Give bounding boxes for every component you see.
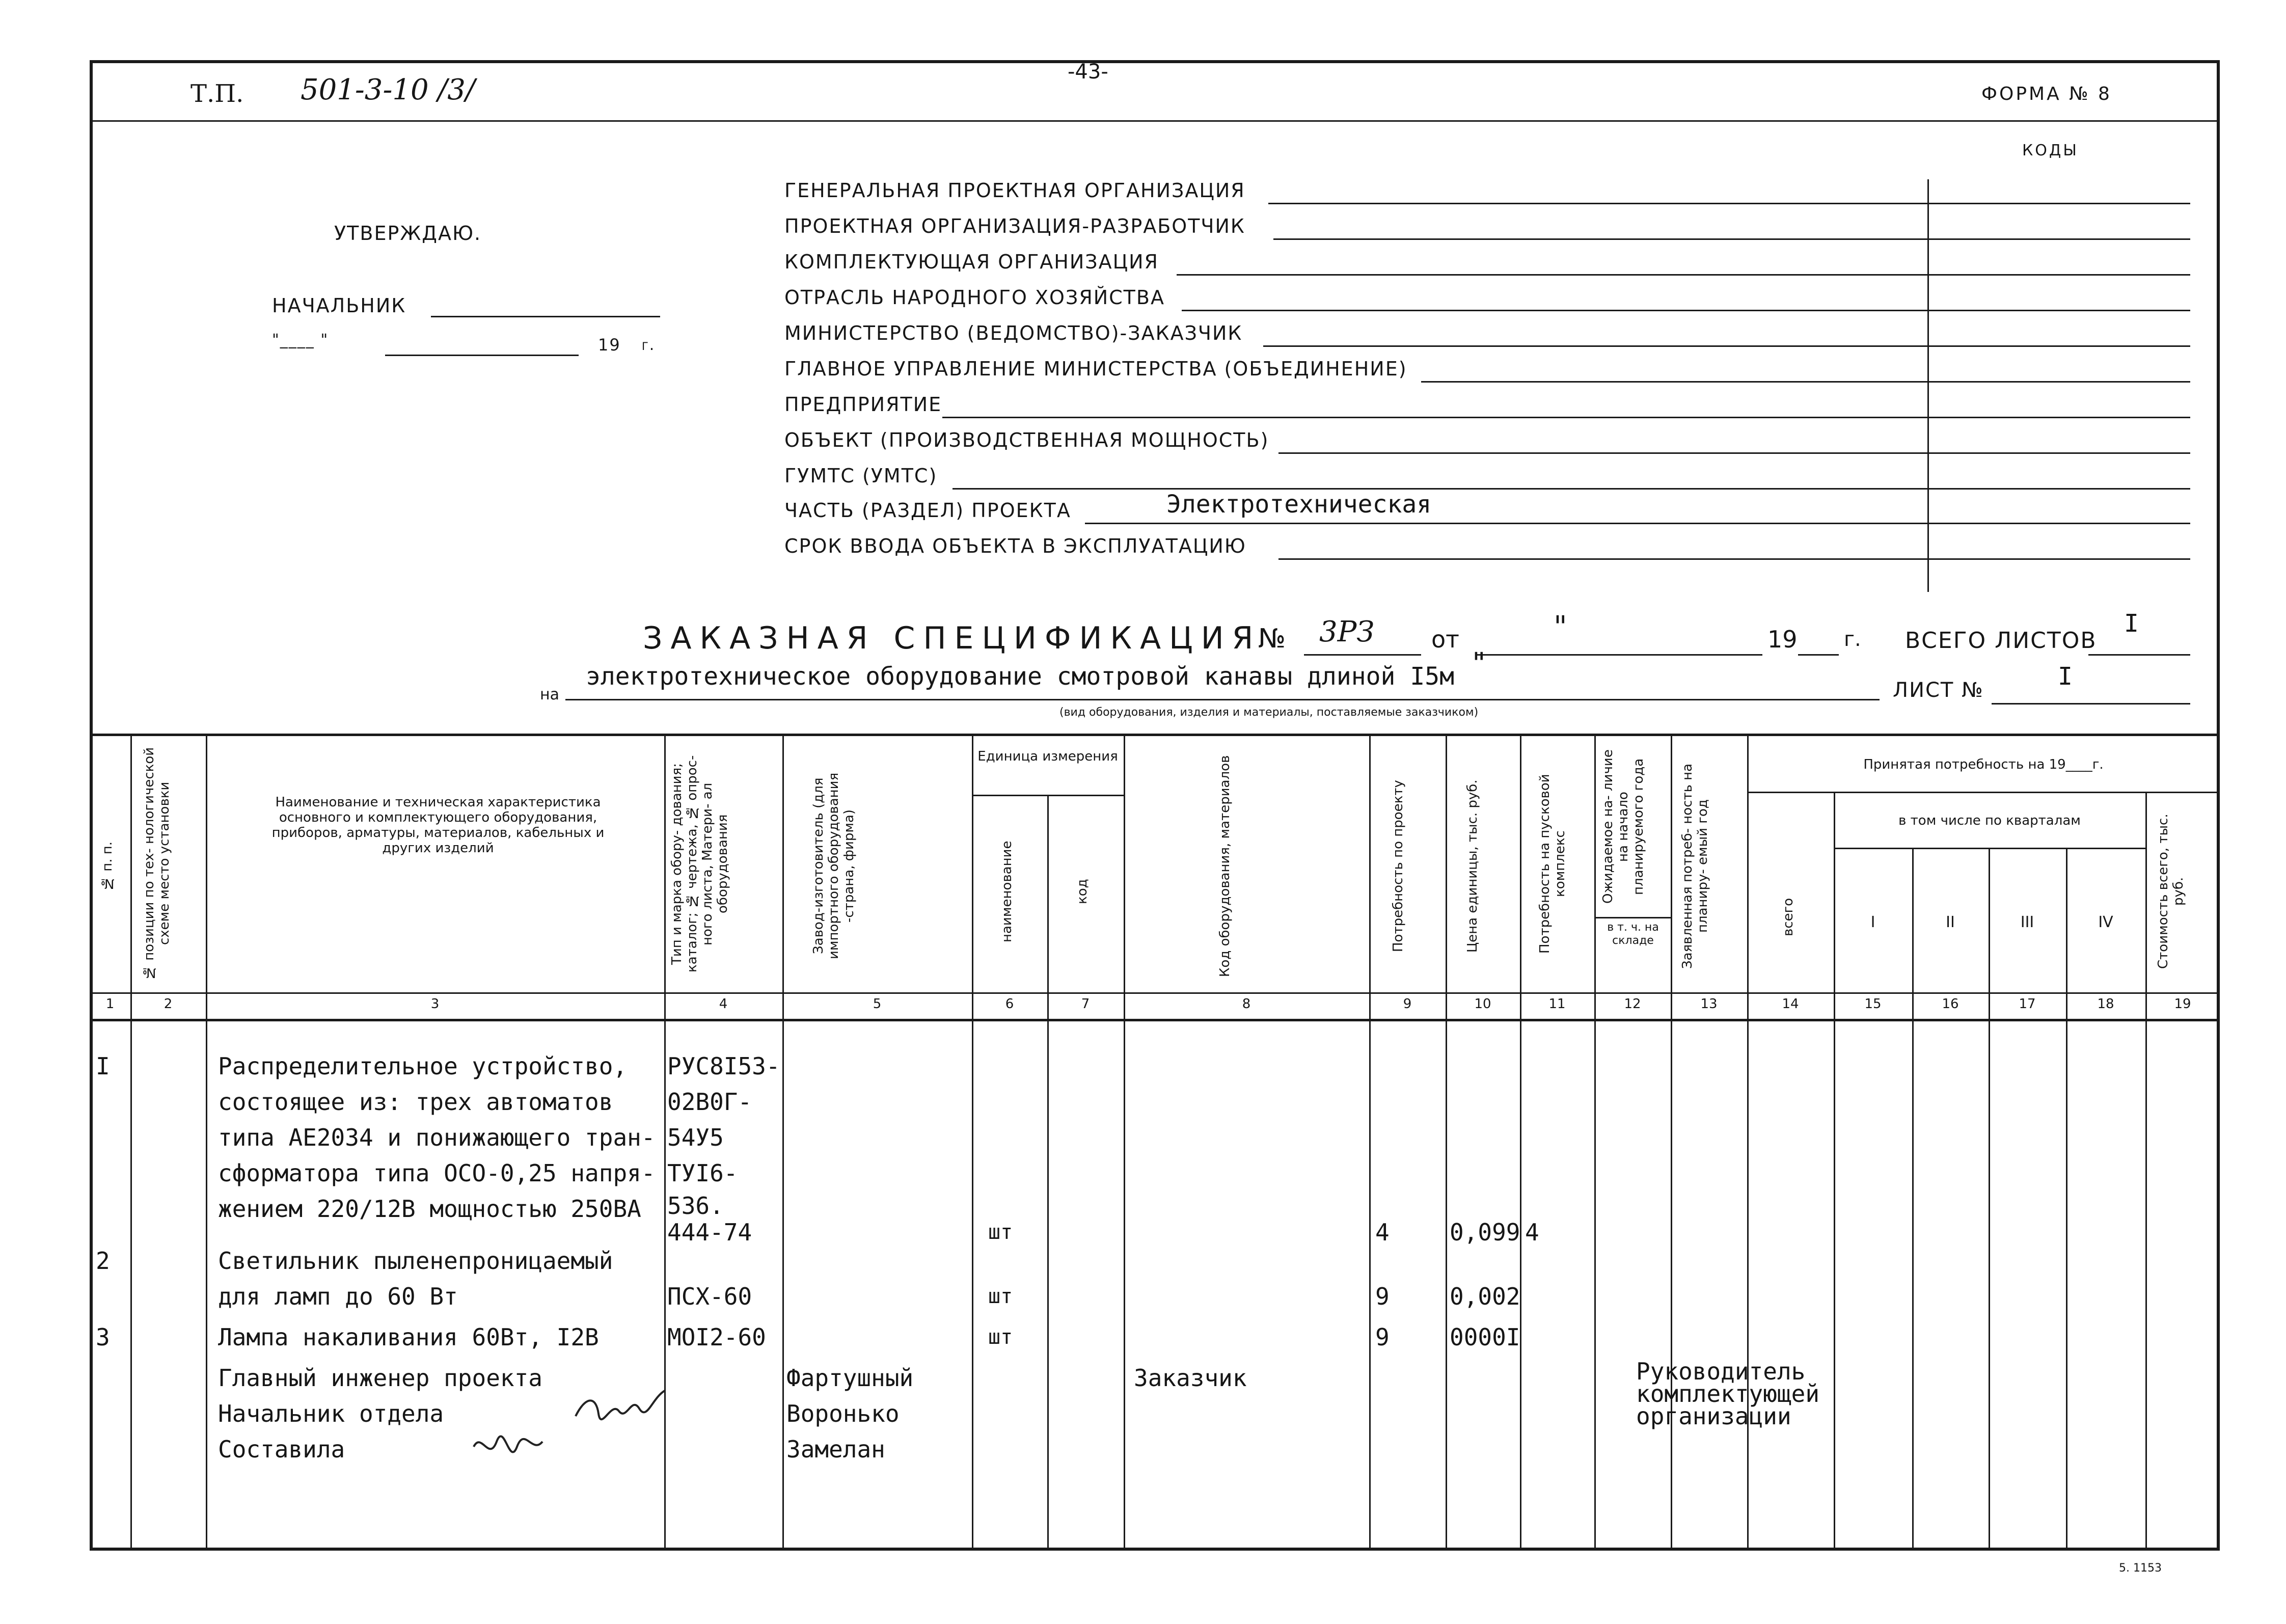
org-line: [1278, 452, 2190, 454]
col-header-6: наименование: [999, 841, 1015, 942]
col-header-19: Стоимость всего, тыс. руб.: [2156, 814, 2186, 969]
col-number: 1: [105, 996, 115, 1012]
col-header-1: № п. п.: [100, 841, 115, 891]
col-number: 14: [1782, 996, 1799, 1012]
org-field-label: КОМПЛЕКТУЮЩАЯ ОРГАНИЗАЦИЯ: [784, 251, 1159, 273]
chief-label: НАЧАЛЬНИК: [272, 294, 406, 317]
form-number: ФОРМА № 8: [1981, 84, 2112, 104]
sheet-value: I: [2058, 662, 2073, 691]
col-line: [1594, 734, 1596, 1551]
col-header-8: Код оборудования, материалов: [1217, 755, 1233, 977]
org-field-label: ГЕНЕРАЛЬНАЯ ПРОЕКТНАЯ ОРГАНИЗАЦИЯ: [784, 179, 1245, 202]
handwritten-signature-icon: [570, 1386, 667, 1431]
col-number: 13: [1700, 996, 1718, 1012]
spec-g-label: г.: [1844, 628, 1861, 651]
c12-sub-divider: [1594, 917, 1671, 918]
col-header-15: I: [1870, 913, 1875, 931]
sheet-label: ЛИСТ №: [1893, 679, 1984, 702]
row-type-line: РУС8I53-: [667, 1052, 780, 1080]
col-line: [1520, 734, 1521, 1551]
col-header-2: № позиции по тех- нологической схеме место установки: [142, 747, 172, 980]
supplier-label: организации: [1636, 1402, 1791, 1430]
org-line: [1177, 274, 2190, 276]
col-number: 5: [873, 996, 882, 1012]
col-number: 10: [1474, 996, 1491, 1012]
org-field-label: ПРЕДПРИЯТИЕ: [784, 393, 942, 416]
org-field-label: ЧАСТЬ (РАЗДЕЛ) ПРОЕКТА: [784, 499, 1071, 522]
col-number: 19: [2174, 996, 2191, 1012]
org-line: [1278, 558, 2190, 560]
row-price: 0000I: [1450, 1323, 1520, 1351]
accepted-divider: [1747, 792, 2220, 793]
col-line: [2145, 792, 2147, 1551]
signature-name: Фартушный: [786, 1364, 914, 1392]
accepted-header: Принятая потребность на 19____г.: [1863, 757, 2104, 772]
total-sheets-value: I: [2124, 609, 2139, 638]
col-header-10: Цена единицы, тыс. руб.: [1465, 779, 1480, 953]
page-number: -43-: [1068, 60, 1108, 84]
col-number: 4: [719, 996, 728, 1012]
chief-signature-line: [431, 316, 660, 317]
spec-from-label: от: [1431, 626, 1459, 653]
col-number: 16: [1942, 996, 1959, 1012]
row-name-line: типа АЕ2034 и понижающего тран-: [218, 1124, 656, 1151]
row-type-line: 02В0Г-: [667, 1088, 752, 1116]
org-field-label: ГУМТС (УМТС): [784, 465, 938, 487]
row-name-line: Светильник пыленепроницаемый: [218, 1247, 613, 1275]
row-type-line: МОI2-60: [667, 1323, 766, 1351]
col-line: [2066, 848, 2067, 1551]
col-header-12-sub: в т. ч. на складе: [1607, 921, 1659, 947]
total-sheets-label: ВСЕГО ЛИСТОВ: [1905, 628, 2097, 654]
col-number: 2: [164, 996, 173, 1012]
col-header-12: Ожидаемое на- личие на начало планируемого года: [1600, 749, 1646, 904]
org-line: [1182, 310, 2190, 311]
row-number: 3: [96, 1323, 110, 1351]
col-number: 6: [1005, 996, 1014, 1012]
approve-year: 19: [598, 335, 621, 355]
row-type-line: 536.: [667, 1192, 724, 1220]
row-qty: 9: [1375, 1323, 1390, 1351]
row-price: 0,002: [1450, 1283, 1520, 1310]
col-line: [1912, 848, 1914, 1551]
spec-year-label: 19: [1767, 626, 1798, 653]
table-numbering-top: [90, 992, 2220, 994]
col-header-5: Завод-изготовитель (для импортного оборудования -страна, фирма): [811, 772, 857, 960]
header-divider: [90, 120, 2220, 122]
col-header-9: Потребность по проекту: [1391, 780, 1406, 952]
quarters-header: в том числе по кварталам: [1898, 813, 2081, 828]
spec-year-line: [1798, 654, 1839, 656]
signature-role: Главный инженер проекта: [218, 1364, 542, 1392]
spec-date-quote: ": [1554, 609, 1567, 644]
codes-column-divider: [1927, 179, 1929, 592]
row-name-line: для ламп до 60 Вт: [218, 1283, 458, 1310]
supplier-label: Руководитель: [1636, 1358, 1806, 1385]
col-header-13: Заявленная потреб- ность на планиру- емый год: [1680, 763, 1710, 969]
col-header-17: III: [2020, 913, 2034, 931]
col-number: 15: [1864, 996, 1882, 1012]
row-type-line: 444-74: [667, 1219, 752, 1246]
col-line: [1989, 848, 1990, 1551]
row-number: 2: [96, 1247, 110, 1275]
col-number: 9: [1403, 996, 1412, 1012]
footer-mark: 5. 1153: [2119, 1562, 2162, 1575]
table-numbering-bottom: [90, 1019, 2220, 1021]
signature-role: Составила: [218, 1436, 345, 1463]
spec-subject-caption: (вид оборудования, изделия и материалы, поставляемые заказчиком): [1059, 706, 1479, 719]
col-number: 3: [430, 996, 440, 1012]
row-price: 0,099: [1450, 1219, 1520, 1246]
org-line: [942, 417, 2190, 418]
col-line: [1834, 792, 1835, 1551]
col-line: [1047, 795, 1049, 1551]
row-name-line: жением 220/12В мощностью 250ВА: [218, 1195, 641, 1223]
row-name-line: Распределительное устройство,: [218, 1052, 628, 1080]
spec-number-line: [1304, 654, 1421, 656]
row-type-line: ТУI6-: [667, 1159, 738, 1187]
spec-number: 3РЗ: [1319, 615, 1375, 648]
supplier-label: комплектующей: [1636, 1380, 1820, 1408]
org-field-label: СРОК ВВОДА ОБЪЕКТА В ЭКСПЛУАТАЦИЮ: [784, 535, 1246, 557]
row-unit: шт: [988, 1285, 1013, 1308]
org-field-label: ОТРАСЛЬ НАРОДНОГО ХОЗЯЙСТВА: [784, 286, 1165, 309]
row-launch: 4: [1525, 1219, 1539, 1246]
row-qty: 4: [1375, 1219, 1390, 1246]
col-header-3: Наименование и техническая характеристика основного и комплектующего оборудования, приборов, арматуры, материалов, кабельных и других изделий: [271, 795, 605, 856]
org-field-label: ОБЪЕКТ (ПРОИЗВОДСТВЕННАЯ МОЩНОСТЬ): [784, 429, 1269, 451]
col-header-7: код: [1075, 879, 1090, 904]
org-field-label: ГЛАВНОЕ УПРАВЛЕНИЕ МИНИСТЕРСТВА (ОБЪЕДИНЕНИЕ): [784, 358, 1407, 380]
org-line: [953, 488, 2190, 490]
total-sheets-line: [2088, 654, 2190, 656]
signature-role: Начальник отдела: [218, 1400, 444, 1427]
col-line: [1124, 734, 1125, 1551]
signature-name: Воронько: [786, 1400, 900, 1427]
spec-subject-quote: ": [1472, 646, 1486, 681]
org-line: [1085, 523, 2190, 524]
row-name-line: сформатора типа ОСО-0,25 напря-: [218, 1159, 656, 1187]
customer-label: Заказчик: [1134, 1364, 1247, 1392]
handwritten-signature-icon: [469, 1426, 545, 1472]
signature-name: Замелан: [786, 1436, 885, 1463]
col-number: 11: [1548, 996, 1566, 1012]
org-line: [1273, 238, 2190, 240]
col-line: [782, 734, 784, 1551]
col-header-16: II: [1946, 913, 1955, 931]
col-header-18: IV: [2098, 913, 2113, 931]
spec-title: ЗАКАЗНАЯ СПЕЦИФИКАЦИЯ: [643, 620, 1262, 656]
row-name-line: Лампа накаливания 60Вт, I2В: [218, 1323, 599, 1351]
col-header-11: Потребность на пусковой комплекс: [1537, 774, 1568, 954]
row-type-line: ПСХ-60: [667, 1283, 752, 1310]
org-line: [1421, 381, 2190, 383]
col-line: [1369, 734, 1371, 1551]
table-top-border: [90, 734, 2220, 736]
col-line: [1446, 734, 1447, 1551]
org-line: [1263, 345, 2190, 347]
approve-year-suffix: г.: [642, 336, 656, 354]
row-type-line: 54У5: [667, 1124, 724, 1151]
col-header-14: всего: [1781, 898, 1796, 936]
col-number: 17: [2019, 996, 2036, 1012]
spec-na-label: на: [540, 686, 559, 703]
date-line: [385, 355, 579, 356]
approve-label: УТВЕРЖДАЮ.: [334, 222, 482, 245]
row-unit: шт: [988, 1325, 1013, 1349]
date-quote: "____ ": [272, 331, 329, 349]
sheet-line: [1992, 703, 2190, 705]
org-field-label: МИНИСТЕРСТВО (ВЕДОМСТВО)-ЗАКАЗЧИК: [784, 322, 1243, 344]
project-part-value: Электротехническая: [1166, 490, 1432, 519]
row-qty: 9: [1375, 1283, 1390, 1310]
codes-label: КОДЫ: [2022, 142, 2079, 159]
unit-group-header: Единица измерения: [977, 749, 1118, 764]
row-name-line: состоящее из: трех автоматов: [218, 1088, 613, 1116]
row-number: I: [96, 1052, 110, 1080]
org-field-label: ПРОЕКТНАЯ ОРГАНИЗАЦИЯ-РАЗРАБОТЧИК: [784, 215, 1245, 237]
col-line: [130, 734, 132, 1551]
col-line: [972, 734, 973, 1551]
spec-date-line: [1477, 654, 1762, 656]
spec-subject-line: [565, 699, 1880, 700]
tp-label: Т.П.: [190, 79, 244, 108]
col-number: 8: [1242, 996, 1251, 1012]
row-unit: шт: [988, 1221, 1013, 1244]
col-line: [206, 734, 207, 1551]
org-line: [1268, 203, 2190, 204]
tp-number: 501-3-10 /3/: [301, 73, 475, 106]
col-header-4: Тип и марка обору- дования; каталог; № чертежа, № опрос- ного листа, Матери- ал оборудования: [669, 755, 730, 973]
col-number: 18: [2097, 996, 2114, 1012]
col-number: 7: [1081, 996, 1090, 1012]
col-number: 12: [1624, 996, 1641, 1012]
spec-subject: электротехническое оборудование смотровой канавы длиной I5м: [586, 662, 1455, 691]
spec-no-label: №: [1258, 624, 1286, 654]
